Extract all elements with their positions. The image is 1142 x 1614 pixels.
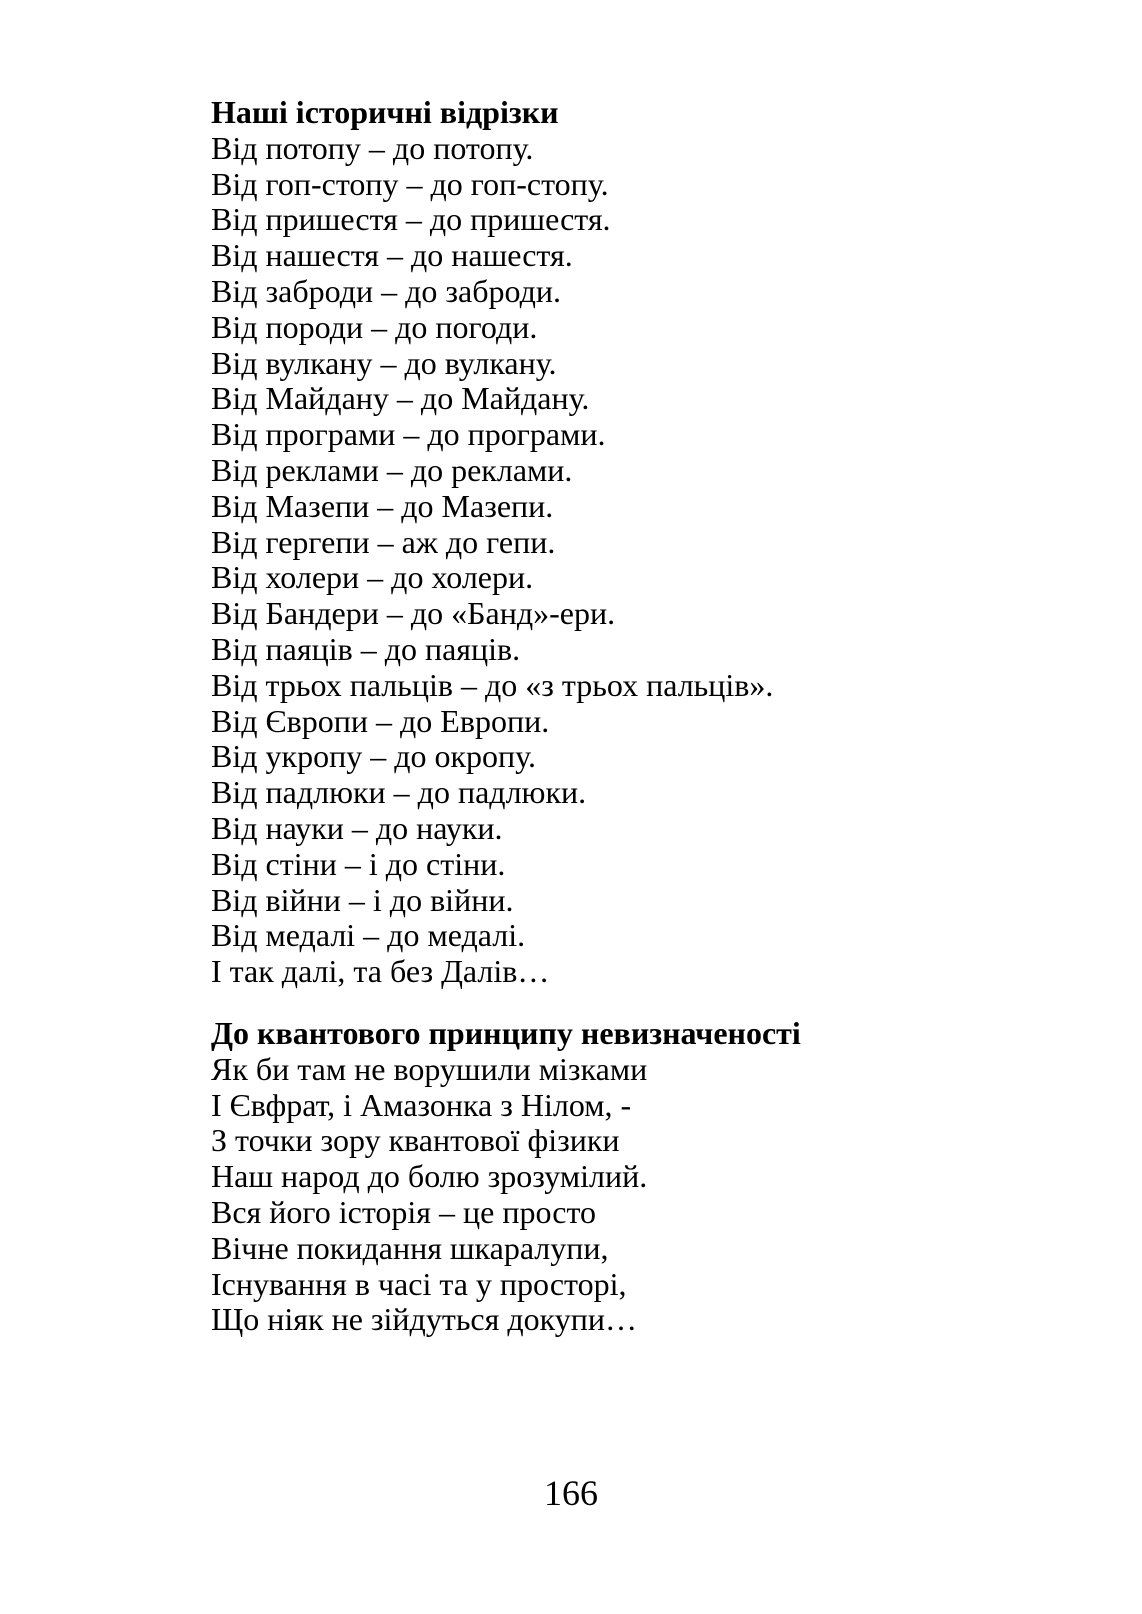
poem-line: Від Майдану – до Майдану.: [211, 380, 590, 417]
poem-line: Від Європи – до Европи.: [211, 702, 550, 739]
poems-block: [211, 95, 801, 1338]
poem-line: Вся його історія – це просто: [211, 1193, 596, 1230]
poem-line: Від війни – і до війни.: [211, 881, 514, 918]
poem-line: Існування в часі та у просторі,: [211, 1265, 627, 1302]
poem-line: Від Мазепи – до Мазепи.: [211, 487, 554, 524]
poem-title: До квантового принципу невизначеності: [211, 1014, 801, 1051]
poem-line: Наш народ до болю зрозумілий.: [211, 1158, 648, 1195]
poem-line: Від паяців – до паяців.: [211, 630, 521, 667]
poem-line: З точки зору квантової фізики: [211, 1122, 620, 1159]
poem-line: Від холери – до холери.: [211, 559, 534, 596]
poem-line: І так далі, та без Далів…: [211, 953, 550, 990]
poem-line: І Євфрат, і Амазонка з Нілом, -: [211, 1086, 632, 1123]
poem-line: Від нашестя – до нашестя.: [211, 237, 573, 274]
poem-line: Що ніяк не зійдуться докупи…: [211, 1301, 637, 1338]
poem-lines: [211, 131, 801, 990]
poem-line: Від гоп-стопу – до гоп-стопу.: [211, 165, 609, 202]
poem-line: Від вулкану – до вулкану.: [211, 344, 557, 381]
poem-lines: [211, 1052, 801, 1338]
poem-line: Від гергепи – аж до гепи.: [211, 523, 556, 560]
poem-line: Від потопу – до потопу.: [211, 129, 534, 166]
poem-line: Від породи – до погоди.: [211, 308, 538, 345]
poem-line: Від Бандери – до «Банд»-ери.: [211, 595, 616, 632]
poem-line: Від падлюки – до падлюки.: [211, 774, 587, 811]
poem-line: Від реклами – до реклами.: [211, 451, 573, 488]
poem-line: Від програми – до програми.: [211, 416, 606, 453]
poem-line: Від стіни – і до стіни.: [211, 845, 506, 882]
poem-line: Від пришестя – до пришестя.: [211, 201, 611, 238]
poem-historical-segments: [211, 95, 801, 990]
poem-line: Як би там не ворушили мізками: [211, 1050, 648, 1087]
poem-line: Від укропу – до окропу.: [211, 738, 536, 775]
poem-line: Від медалі – до медалі.: [211, 917, 526, 954]
poem-line: Від заброди – до заброди.: [211, 272, 562, 309]
poem-line: Вічне покидання шкаралупи,: [211, 1229, 609, 1266]
poem-line: Від науки – до науки.: [211, 809, 503, 846]
poem-title: Наші історичні відрізки: [211, 94, 559, 130]
poem-quantum-principle: [211, 1016, 801, 1338]
page-number: 166: [544, 1473, 598, 1513]
poem-line: Від трьох пальців – до «з трьох пальців».: [211, 666, 774, 703]
